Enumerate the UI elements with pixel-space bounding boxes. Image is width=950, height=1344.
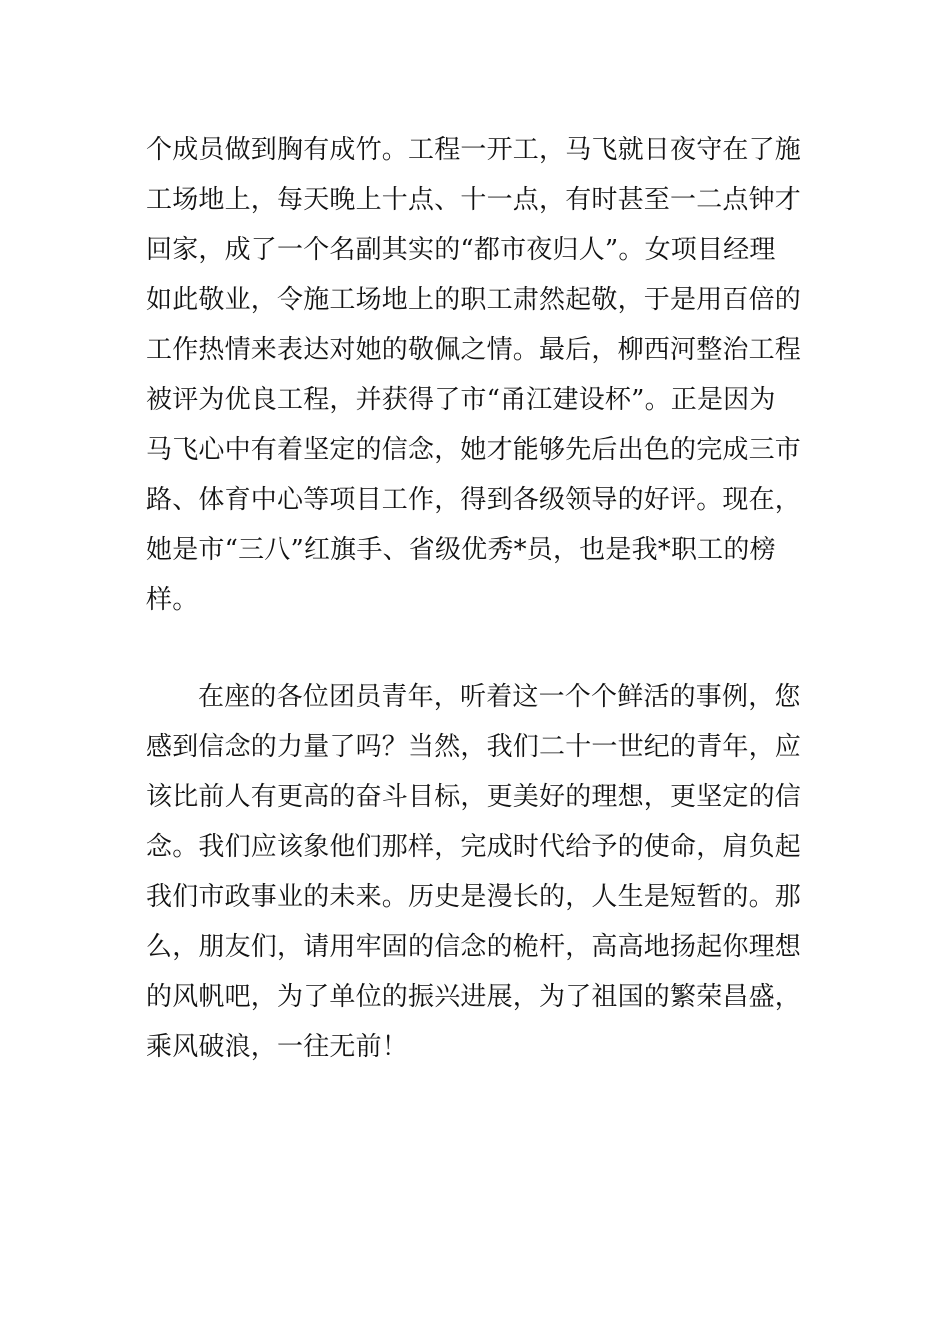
paragraph-line: 路、体育中心等项目工作，得到各级领导的好评。现在，: [146, 485, 802, 515]
paragraph-line: 马飞心中有着坚定的信念，她才能够先后出色的完成三市: [146, 435, 802, 465]
paragraph-line: 工场地上，每天晚上十点、十一点，有时甚至一二点钟才: [146, 185, 802, 215]
paragraph-line: 么，朋友们，请用牢固的信念的桅杆，高高地扬起你理想: [146, 932, 802, 962]
paragraph-line: 该比前人有更高的奋斗目标，更美好的理想，更坚定的信: [146, 782, 802, 812]
paragraph-line-first: 在座的各位团员青年，听着这一个个鲜活的事例，您: [198, 682, 801, 712]
paragraph-line: 样。: [146, 585, 199, 615]
paragraph-line: 个成员做到胸有成竹。工程一开工，马飞就日夜守在了施: [146, 135, 802, 165]
paragraph-line: 工作热情来表达对她的敬佩之情。最后，柳西河整治工程: [146, 335, 802, 365]
paragraph-line: 被评为优良工程，并获得了市“甬江建设杯”。正是因为: [146, 385, 776, 415]
paragraph-line: 的风帆吧，为了单位的振兴进展，为了祖国的繁荣昌盛，: [146, 982, 802, 1012]
paragraph-line: 回家，成了一个名副其实的“都市夜归人”。女项目经理: [146, 235, 776, 265]
paragraph-1: [146, 125, 806, 625]
paragraph-line: 念。我们应该象他们那样，完成时代给予的使命，肩负起: [146, 832, 802, 862]
paragraph-2: [146, 672, 806, 1072]
paragraph-line: 她是市“三八”红旗手、省级优秀*员，也是我*职工的榜: [146, 535, 776, 565]
paragraph-line: 感到信念的力量了吗？当然，我们二十一世纪的青年，应: [146, 732, 802, 762]
paragraph-line: 我们市政事业的未来。历史是漫长的，人生是短暂的。那: [146, 882, 802, 912]
paragraph-line: 如此敬业，令施工场地上的职工肃然起敬，于是用百倍的: [146, 285, 802, 315]
paragraph-line: 乘风破浪，一往无前！: [146, 1032, 409, 1062]
